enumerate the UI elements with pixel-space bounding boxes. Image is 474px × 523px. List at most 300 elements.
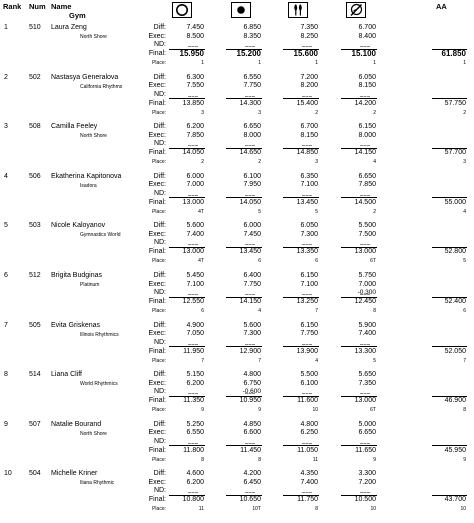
athlete-number: 514 — [29, 371, 41, 379]
final-divider — [283, 445, 319, 446]
row-label-place: Place: — [152, 357, 166, 364]
athlete-row — [0, 322, 474, 372]
place-score: 9 — [201, 407, 204, 414]
diff-score: 7.200 — [300, 73, 318, 81]
aa-column-header: AA — [436, 2, 447, 11]
place-score: 8 — [315, 506, 318, 513]
all-around-total: 52.050 — [444, 347, 466, 355]
row-label-final: Final: — [148, 397, 166, 405]
diff-score: 5.900 — [358, 321, 376, 329]
place-score: 8 — [373, 308, 376, 314]
athlete-row — [0, 421, 474, 471]
exec-score: 8.000 — [243, 131, 261, 139]
final-score: 11.800 — [183, 446, 204, 454]
final-divider — [226, 98, 262, 99]
athlete-name: Camilla Feeley — [51, 123, 98, 131]
diff-score: 6.700 — [358, 24, 376, 31]
final-divider — [341, 445, 377, 446]
diff-score: 5.500 — [300, 371, 318, 379]
nd-underline — [188, 145, 198, 146]
num-column-header: Num — [29, 2, 46, 11]
nd-underline — [245, 443, 255, 444]
row-label-final: Final: — [148, 347, 166, 355]
all-around-total: 45.950 — [444, 446, 466, 454]
exec-score: 7.200 — [358, 478, 376, 486]
nd-underline — [188, 294, 198, 295]
place-score: 7 — [315, 308, 318, 314]
row-label-place: Place: — [152, 456, 166, 463]
diff-score: 7.450 — [186, 24, 204, 31]
table-header — [0, 0, 474, 22]
final-divider — [169, 98, 205, 99]
exec-score: 6.600 — [243, 429, 261, 437]
exec-score: 6.200 — [186, 379, 204, 387]
row-label-nd: ND: — [153, 140, 166, 148]
diff-score: 6.150 — [300, 321, 318, 329]
rank-value: 6 — [4, 272, 8, 279]
place-score: 3 — [258, 109, 261, 116]
nd-underline — [360, 244, 370, 245]
all-around-total: 61.850 — [441, 49, 466, 58]
nd-underline — [360, 344, 370, 345]
exec-score: 8.150 — [300, 131, 318, 139]
row-label-final: Final: — [148, 99, 166, 107]
athlete-number: 506 — [29, 172, 41, 180]
diff-score: 6.050 — [300, 222, 318, 230]
final-divider — [169, 297, 205, 298]
row-label-final: Final: — [148, 50, 166, 57]
row-label-exec: Exec: — [148, 32, 166, 40]
row-label-nd: ND: — [153, 41, 166, 48]
row-label-nd: ND: — [153, 388, 166, 396]
diff-score: 4.900 — [186, 321, 204, 329]
place-score: 9 — [258, 407, 261, 414]
exec-score: 7.750 — [300, 330, 318, 338]
row-label-diff: Diff: — [153, 73, 166, 81]
diff-score: 5.750 — [358, 272, 376, 279]
nd-underline — [188, 96, 198, 97]
final-score: 13.000 — [182, 248, 204, 256]
final-divider — [341, 98, 377, 99]
athlete-number: 508 — [29, 123, 41, 131]
row-label-exec: Exec: — [148, 429, 166, 437]
row-label-diff: Diff: — [153, 321, 166, 329]
exec-score: 8.350 — [243, 32, 261, 40]
gym-column-header: Gym — [69, 11, 86, 20]
place-score: 1 — [201, 60, 204, 66]
exec-score: 7.000 — [186, 181, 204, 189]
diff-score: 4.800 — [300, 420, 318, 428]
diff-score: 5.000 — [358, 420, 376, 428]
gym-name: Isadora — [80, 182, 97, 189]
exec-score: 7.300 — [243, 330, 261, 338]
final-divider — [283, 197, 319, 198]
place-score: 4T — [198, 208, 204, 215]
final-divider — [283, 396, 319, 397]
all-around-total: 57.700 — [444, 149, 466, 157]
final-score: 13.000 — [354, 248, 376, 256]
final-score: 14.500 — [354, 198, 376, 206]
place-score: 6 — [315, 258, 318, 265]
final-divider — [341, 297, 377, 298]
athlete-name: Evita Griskenas — [51, 321, 101, 329]
athlete-row — [0, 272, 474, 322]
gym-name: North Shore — [80, 133, 107, 140]
nd-underline — [188, 244, 198, 245]
nd-underline — [360, 145, 370, 146]
row-label-nd: ND: — [153, 90, 166, 98]
row-label-place: Place: — [152, 506, 166, 513]
final-score: 11.950 — [183, 347, 204, 355]
nd-underline — [360, 96, 370, 97]
final-divider — [341, 346, 377, 347]
all-around-total: 43.700 — [444, 496, 466, 504]
row-label-place: Place: — [152, 308, 166, 314]
row-label-diff: Diff: — [153, 272, 166, 279]
place-score: 4 — [373, 159, 376, 166]
athlete-name: Laura Zeng — [51, 24, 87, 31]
final-score: 10.650 — [239, 496, 261, 504]
final-score: 14.150 — [239, 298, 261, 305]
exec-score: 7.400 — [358, 330, 376, 338]
place-score: 2 — [373, 208, 376, 215]
final-score: 14.050 — [239, 198, 261, 206]
diff-score: 5.150 — [186, 371, 204, 379]
exec-score: 8.250 — [300, 32, 318, 40]
exec-score: 7.950 — [243, 181, 261, 189]
diff-score: 5.600 — [186, 222, 204, 230]
final-divider — [169, 346, 205, 347]
place-score: 5 — [373, 357, 376, 364]
nd-underline — [302, 46, 312, 47]
final-score: 15.200 — [236, 49, 261, 58]
final-divider — [283, 98, 319, 99]
all-around-total: 55.000 — [444, 198, 466, 206]
exec-score: 6.100 — [300, 379, 318, 387]
row-label-exec: Exec: — [148, 330, 166, 338]
exec-score: 7.100 — [300, 280, 318, 288]
row-label-place: Place: — [152, 258, 166, 265]
diff-score: 4.600 — [186, 470, 204, 478]
nd-underline — [302, 294, 312, 295]
nd-underline — [245, 492, 255, 493]
diff-score: 5.650 — [358, 371, 376, 379]
exec-score: 8.150 — [358, 82, 376, 90]
row-label-nd: ND: — [153, 189, 166, 197]
row-label-exec: Exec: — [148, 478, 166, 486]
place-score: 10 — [370, 506, 376, 513]
rank-value: 10 — [4, 470, 12, 478]
final-divider — [283, 346, 319, 347]
all-around-place: 5 — [463, 258, 466, 265]
row-label-final: Final: — [148, 446, 166, 454]
place-score: 11 — [312, 456, 318, 463]
athlete-name: Ekatherina Kapitonova — [51, 172, 122, 180]
exec-score: 8.200 — [300, 82, 318, 90]
final-score: 14.650 — [239, 149, 261, 157]
all-around-total: 57.750 — [444, 99, 466, 107]
all-around-place: 1 — [463, 60, 466, 66]
gym-name: Gymnastics World — [80, 232, 121, 239]
exec-score: 7.000 — [358, 280, 376, 288]
final-divider — [226, 197, 262, 198]
diff-score: 5.250 — [186, 420, 204, 428]
nd-underline — [245, 393, 255, 394]
final-score: 13.450 — [239, 248, 261, 256]
diff-score: 6.550 — [243, 73, 261, 81]
final-divider — [169, 197, 205, 198]
diff-score: 6.300 — [186, 73, 204, 81]
exec-score: 8.500 — [186, 32, 204, 40]
exec-score: 7.450 — [243, 230, 261, 238]
rank-value: 1 — [4, 24, 8, 31]
final-score: 14.150 — [354, 149, 376, 157]
row-label-exec: Exec: — [148, 181, 166, 189]
gym-name: World Rhythmics — [80, 381, 118, 388]
final-divider — [341, 148, 377, 149]
diff-score: 4.200 — [243, 470, 261, 478]
athlete-number: 504 — [29, 470, 41, 478]
nd-underline — [188, 393, 198, 394]
final-score: 13.250 — [296, 298, 318, 305]
row-label-diff: Diff: — [153, 420, 166, 428]
place-score: 1 — [373, 60, 376, 66]
row-label-exec: Exec: — [148, 82, 166, 90]
rank-value: 7 — [4, 321, 8, 329]
final-score: 13.000 — [182, 198, 204, 206]
diff-score: 6.650 — [358, 172, 376, 180]
nd-underline — [302, 344, 312, 345]
diff-score: 6.050 — [358, 73, 376, 81]
place-score: 4T — [198, 258, 204, 265]
exec-score: 8.400 — [358, 32, 376, 40]
exec-score: 7.050 — [186, 330, 204, 338]
name-column-header: Name — [51, 2, 72, 11]
row-label-place: Place: — [152, 159, 166, 166]
final-score: 15.400 — [296, 99, 318, 107]
place-score: 10 — [312, 407, 318, 414]
gym-name: California Rhythms — [80, 83, 123, 90]
diff-score: 6.150 — [358, 123, 376, 131]
exec-score: 6.550 — [186, 429, 204, 437]
final-score: 14.200 — [354, 99, 376, 107]
exec-score: 6.200 — [186, 478, 204, 486]
final-score: 14.850 — [296, 149, 318, 157]
athlete-row — [0, 74, 474, 124]
final-score: 11.600 — [297, 397, 318, 405]
diff-score: 6.850 — [243, 24, 261, 31]
final-divider — [341, 197, 377, 198]
final-divider — [341, 396, 377, 397]
final-divider — [283, 148, 319, 149]
exec-score: 6.750 — [243, 379, 261, 387]
diff-score: 4.850 — [243, 420, 261, 428]
nd-underline — [302, 492, 312, 493]
exec-score: 7.750 — [243, 280, 261, 288]
exec-score: 7.400 — [186, 230, 204, 238]
nd-underline — [302, 443, 312, 444]
athlete-number: 510 — [29, 24, 41, 31]
all-around-total: 46.900 — [444, 397, 466, 405]
rank-column-header: Rank — [3, 2, 22, 11]
row-label-final: Final: — [148, 149, 166, 157]
exec-score: 7.750 — [243, 82, 261, 90]
nd-underline — [245, 344, 255, 345]
exec-score: 7.500 — [358, 230, 376, 238]
place-score: 9 — [373, 456, 376, 463]
row-label-nd: ND: — [153, 338, 166, 346]
final-score: 11.350 — [183, 397, 204, 405]
place-score: 2 — [201, 159, 204, 166]
nd-underline — [188, 492, 198, 493]
athlete-name: Liana Cliff — [51, 371, 83, 379]
row-label-exec: Exec: — [148, 230, 166, 238]
final-score: 15.600 — [293, 49, 318, 58]
clubs-icon — [288, 2, 308, 18]
nd-underline — [360, 393, 370, 394]
gym-name: Iliana Rhythmic — [80, 480, 115, 487]
nd-score: -0.600 — [242, 388, 261, 396]
exec-score: 6.650 — [358, 429, 376, 437]
place-score: 3 — [201, 109, 204, 116]
final-score: 11.750 — [297, 496, 318, 504]
final-score: 15.100 — [351, 49, 376, 58]
diff-score: 6.100 — [243, 172, 261, 180]
final-divider — [341, 247, 377, 248]
row-label-final: Final: — [148, 198, 166, 206]
final-divider — [169, 49, 205, 50]
row-label-exec: Exec: — [148, 379, 166, 387]
place-score: 8 — [201, 456, 204, 463]
place-score: 1 — [315, 60, 318, 66]
nd-underline — [245, 244, 255, 245]
final-divider — [169, 247, 205, 248]
place-score: 3 — [315, 159, 318, 166]
nd-underline — [302, 244, 312, 245]
row-label-nd: ND: — [153, 239, 166, 247]
all-around-place: 4 — [463, 208, 466, 215]
final-divider — [341, 495, 377, 496]
rank-value: 2 — [4, 73, 8, 81]
row-label-diff: Diff: — [153, 222, 166, 230]
final-score: 13.850 — [182, 99, 204, 107]
athlete-name: Brigita Budginas — [51, 272, 102, 279]
place-score: 10T — [252, 506, 261, 513]
athlete-row — [0, 371, 474, 421]
place-score: 5 — [315, 208, 318, 215]
row-label-diff: Diff: — [153, 123, 166, 131]
nd-underline — [360, 492, 370, 493]
all-around-place: 3 — [463, 159, 466, 166]
athlete-number: 507 — [29, 420, 41, 428]
diff-score: 6.400 — [243, 272, 261, 279]
all-around-place: 7 — [463, 357, 466, 364]
final-divider — [341, 49, 377, 50]
place-score: 4 — [315, 357, 318, 364]
final-divider — [169, 148, 205, 149]
athlete-row — [0, 222, 474, 272]
row-label-place: Place: — [152, 407, 166, 414]
final-score: 11.450 — [240, 446, 261, 454]
final-score: 13.450 — [296, 198, 318, 206]
nd-underline — [360, 46, 370, 47]
athlete-name: Natalie Bourand — [51, 420, 102, 428]
place-score: 6 — [201, 308, 204, 314]
final-score: 14.050 — [182, 149, 204, 157]
row-label-exec: Exec: — [148, 280, 166, 288]
diff-score: 5.500 — [358, 222, 376, 230]
final-score: 10.800 — [182, 496, 204, 504]
nd-underline — [302, 145, 312, 146]
athlete-number: 512 — [29, 272, 41, 279]
final-divider — [226, 148, 262, 149]
athlete-number: 503 — [29, 222, 41, 230]
final-score: 11.650 — [355, 446, 376, 454]
nd-score: -0.300 — [357, 289, 376, 296]
exec-score: 6.250 — [300, 429, 318, 437]
place-score: 2 — [315, 109, 318, 116]
rank-value: 4 — [4, 172, 8, 180]
all-around-place: 6 — [463, 308, 466, 314]
diff-score: 3.300 — [358, 470, 376, 478]
all-around-place: 8 — [463, 407, 466, 414]
rank-value: 9 — [4, 420, 8, 428]
athlete-name: Nastasya Generalova — [51, 73, 119, 81]
athlete-row — [0, 470, 474, 520]
row-label-exec: Exec: — [148, 131, 166, 139]
nd-underline — [360, 294, 370, 295]
nd-underline — [245, 294, 255, 295]
all-around-place: 9 — [463, 456, 466, 463]
exec-score: 7.550 — [186, 82, 204, 90]
rank-value: 5 — [4, 222, 8, 230]
final-score: 14.300 — [239, 99, 261, 107]
row-label-nd: ND: — [153, 437, 166, 445]
exec-score: 6.450 — [243, 478, 261, 486]
athlete-row — [0, 173, 474, 223]
final-score: 13.300 — [354, 347, 376, 355]
row-label-diff: Diff: — [153, 24, 166, 31]
row-label-final: Final: — [148, 248, 166, 256]
nd-underline — [245, 46, 255, 47]
final-score: 12.550 — [182, 298, 204, 305]
athlete-row — [0, 24, 474, 74]
exec-score: 7.400 — [300, 478, 318, 486]
final-divider — [169, 495, 205, 496]
final-divider — [226, 396, 262, 397]
exec-score: 8.000 — [358, 131, 376, 139]
row-label-nd: ND: — [153, 487, 166, 495]
diff-score: 6.200 — [186, 123, 204, 131]
row-label-diff: Diff: — [153, 470, 166, 478]
row-label-nd: ND: — [153, 289, 166, 296]
place-score: 2 — [373, 109, 376, 116]
place-score: 6T — [370, 407, 376, 414]
nd-underline — [245, 145, 255, 146]
rank-value: 8 — [4, 371, 8, 379]
all-around-total: 52.800 — [444, 248, 466, 256]
row-label-final: Final: — [148, 496, 166, 504]
all-around-place: 10 — [460, 506, 466, 513]
exec-score: 7.350 — [358, 379, 376, 387]
final-score: 13.350 — [296, 248, 318, 256]
nd-underline — [188, 195, 198, 196]
athlete-row — [0, 123, 474, 173]
gym-name: Platinum — [80, 282, 100, 288]
place-score: 1 — [258, 60, 261, 66]
final-divider — [283, 297, 319, 298]
place-score: 6 — [258, 258, 261, 265]
